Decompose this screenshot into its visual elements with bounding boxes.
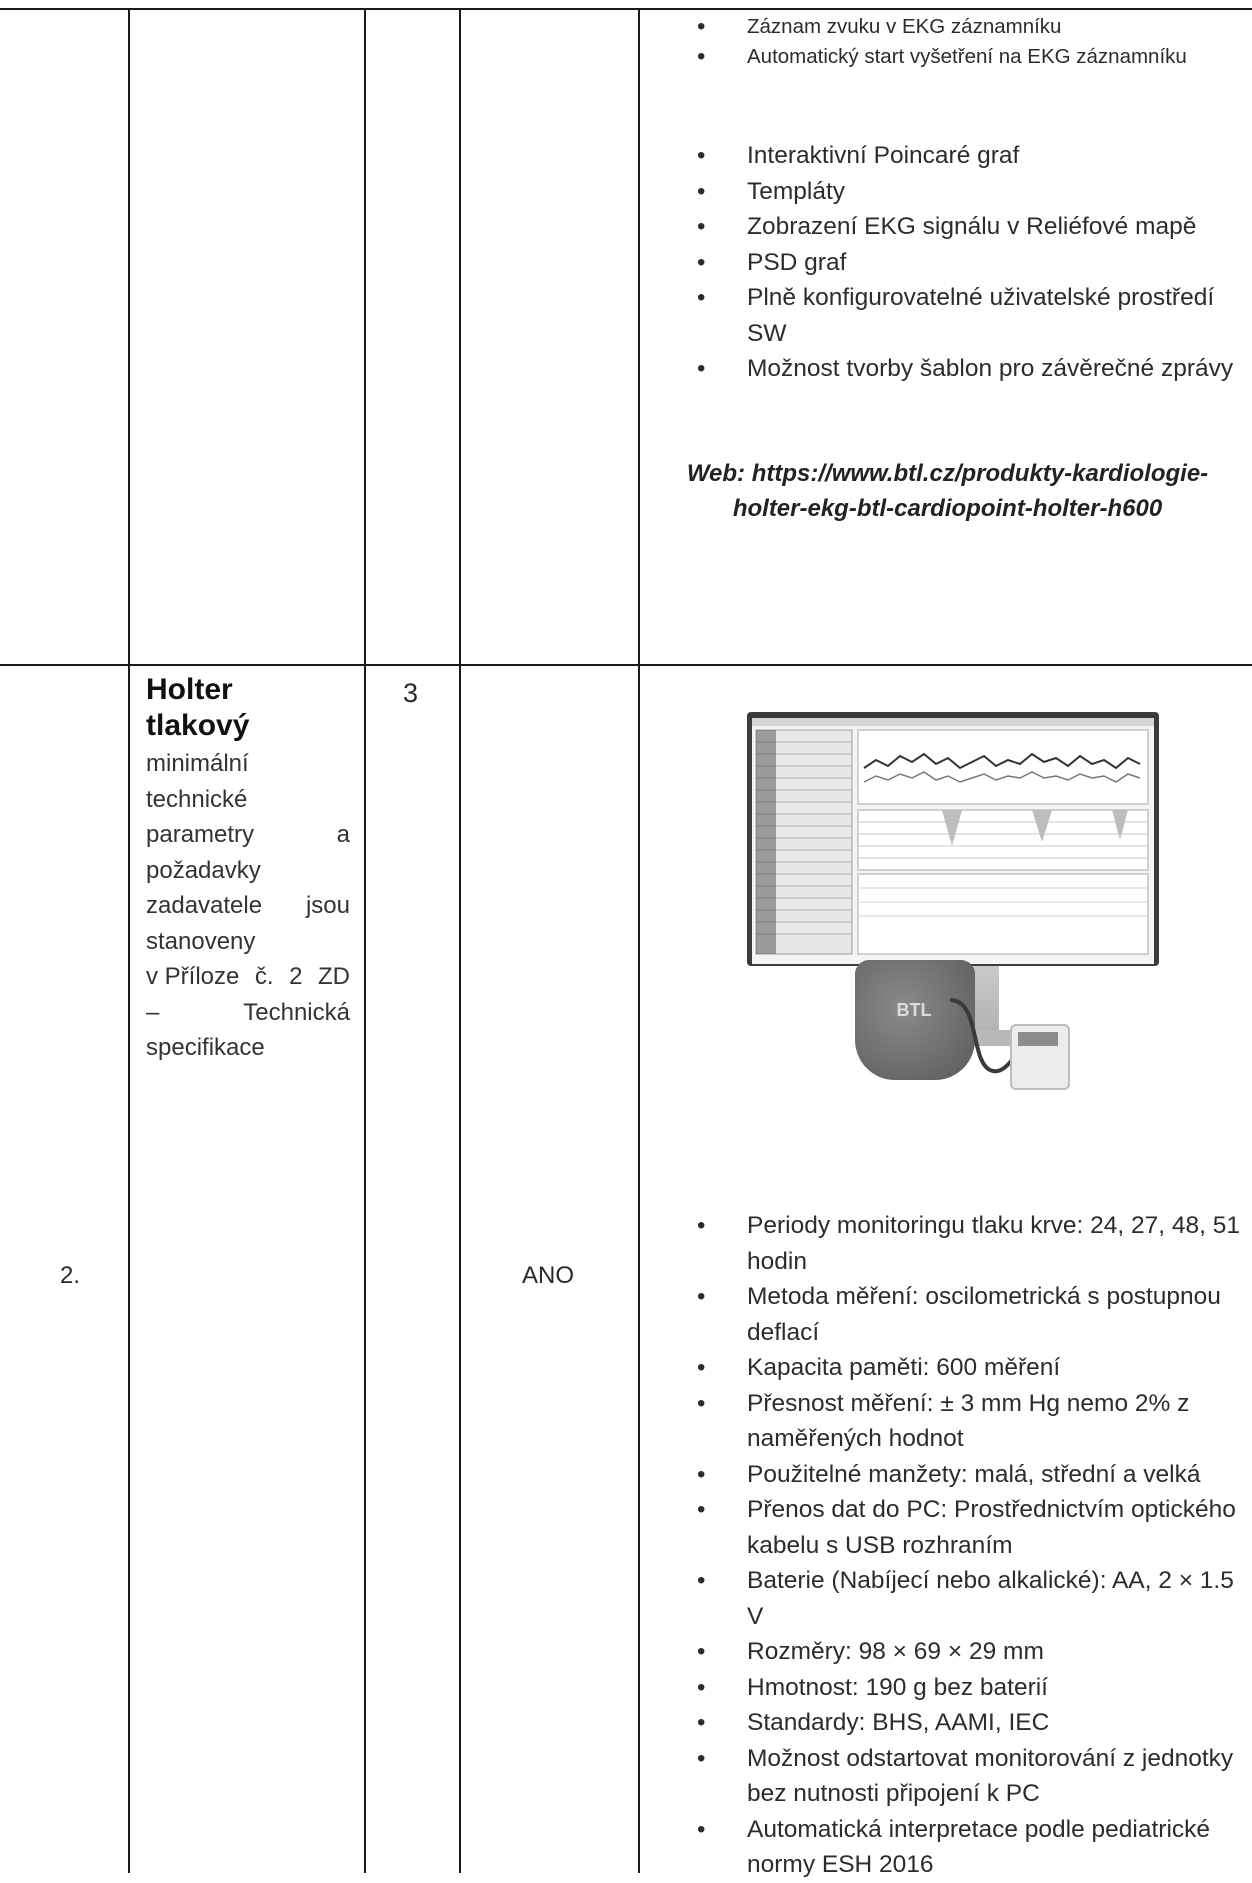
list-item: • Periody monitoringu tlaku krve: 24, 27, 48, 51 hodin [697, 1208, 1250, 1279]
compliance-value: ANO [522, 1262, 575, 1289]
list-item: • Přenos dat do PC: Prostřednictvím optického kabelu s USB rozhraním [697, 1492, 1250, 1563]
list-item: • Plně konfigurovatelné uživatelské prostředí SW [697, 280, 1237, 351]
item-title-line-1: Holter [146, 673, 233, 706]
web-link-line-2: holter-ekg-btl-cardiopoint-holter-h600 [732, 495, 1163, 522]
list-item: • Hmotnost: 190 g bez baterií [697, 1670, 1250, 1706]
row1-feature-list-small [697, 12, 1217, 72]
desc-line: zadavatele jsou [146, 892, 350, 919]
row2-spec-list [697, 1208, 1250, 1883]
list-item: • Možnost tvorby šablon pro závěrečné zprávy [697, 351, 1237, 387]
list-item: • PSD graf [697, 245, 1237, 281]
item-title-line-2: tlakový [146, 709, 250, 742]
web-link[interactable] [645, 456, 1250, 526]
desc-line: parametry a [146, 821, 350, 848]
list-item: • Přesnost měření: ± 3 mm Hg nemo 2% z naměřených hodnot [697, 1386, 1250, 1457]
desc-line: – Technická [146, 998, 350, 1026]
table-top-border [0, 8, 1252, 10]
list-item: • Automatická interpretace podle pediatrické normy ESH 2016 [697, 1812, 1250, 1883]
desc-line: stanoveny [146, 927, 256, 955]
col-border-4 [638, 8, 640, 1873]
col-border-2 [364, 8, 366, 1873]
cuff-logo: BTL [896, 1000, 932, 1020]
item-description [146, 746, 350, 1066]
list-item: • Metoda měření: oscilometrická s postupnou deflací [697, 1279, 1250, 1350]
desc-line: technické [146, 785, 248, 813]
quantity-value: 3 [403, 678, 419, 708]
list-item: • Baterie (Nabíjecí nebo alkalické): AA, 2 × 1.5 V [697, 1563, 1250, 1634]
list-item: • Zobrazení EKG signálu v Reliéfové mapě [697, 209, 1237, 245]
row-number: 2. [60, 1262, 81, 1289]
list-item: • Kapacita paměti: 600 měření [697, 1350, 1250, 1386]
monitor-screen [752, 718, 1154, 964]
desc-line: minimální [146, 750, 249, 777]
row-separator [0, 664, 1252, 666]
list-item: • Rozměry: 98 × 69 × 29 mm [697, 1634, 1250, 1670]
desc-line: požadavky [146, 856, 261, 884]
col-border-1 [128, 8, 130, 1873]
web-link-line-1: Web: https://www.btl.cz/produkty-kardiologie- [686, 460, 1209, 487]
list-item: • Automatický start vyšetření na EKG záznamníku [697, 42, 1217, 72]
row1-feature-list [697, 138, 1237, 387]
desc-line: v Příloze č. 2 ZD [146, 963, 350, 990]
holter-device-display [1018, 1032, 1058, 1046]
list-item: • Interaktivní Poincaré graf [697, 138, 1237, 174]
list-item: • Templáty [697, 174, 1237, 210]
desc-line: specifikace [146, 1034, 265, 1061]
item-name-cell [146, 672, 350, 1066]
list-item: • Standardy: BHS, AAMI, IEC [697, 1705, 1250, 1741]
software-screenshot [752, 718, 1154, 964]
col-border-3 [459, 8, 461, 1873]
list-item: • Použitelné manžety: malá, střední a velká [697, 1457, 1250, 1493]
list-item: • Možnost odstartovat monitorování z jednotky bez nutnosti připojení k PC [697, 1741, 1250, 1812]
list-item: • Záznam zvuku v EKG záznamníku [697, 12, 1217, 42]
